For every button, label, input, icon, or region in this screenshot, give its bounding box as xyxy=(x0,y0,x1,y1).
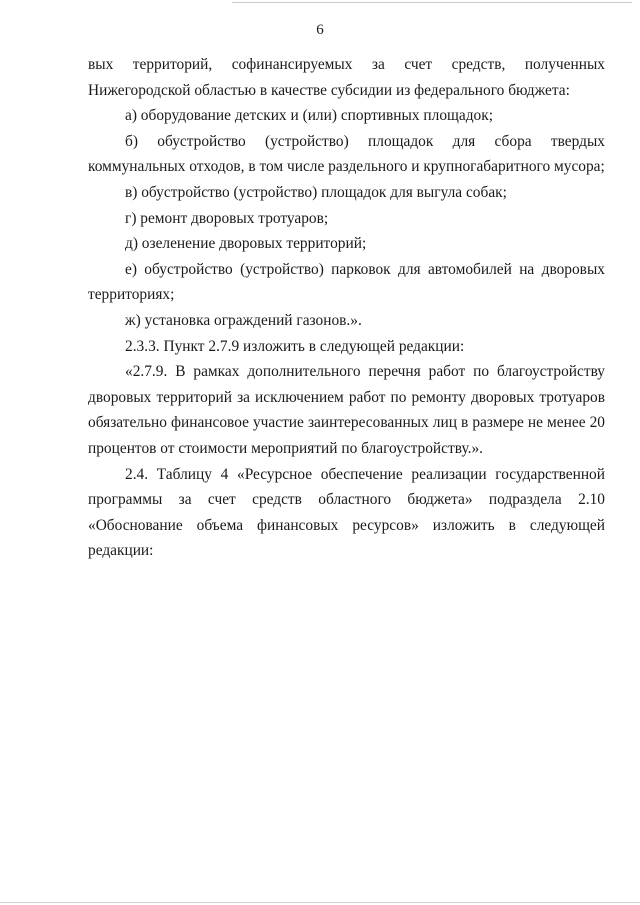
clause-2-7-9-text: «2.7.9. В рамках дополнительного перечня работ по благоустройству дворовых территорий за исключением работ по ремонту дворовых тротуаров обязательно финансовое участие заинтересованных лиц в размере не менее 20 процентов от стоимости мероприятий по благоустройству.». xyxy=(88,363,605,457)
list-item-zh: ж) установка ограждений газонов.». xyxy=(125,311,362,329)
clause-2-4: 2.4. Таблицу 4 «Ресурсное обеспечение реализации государственной программы за счет средств областного бюджета» подраздела 2.10 «Обоснование объема финансовых ресурсов» изложить в следующей редакции: xyxy=(88,465,605,560)
document-body xyxy=(88,52,605,564)
list-item-b: б) обустройство (устройство) площадок для сбора твердых коммунальных отходов, в том числе раздельного и крупногабаритного мусора; xyxy=(88,132,605,176)
list-item-g: г) ремонт дворовых тротуаров; xyxy=(125,209,329,227)
clause-2-3-3: 2.3.3. Пункт 2.7.9 изложить в следующей редакции: xyxy=(125,337,465,355)
list-item-d: д) озеленение дворовых территорий; xyxy=(125,235,367,253)
page-number: 6 xyxy=(316,22,324,38)
list-item-e: е) обустройство (устройство) парковок для автомобилей на дворовых территориях; xyxy=(88,260,605,304)
scan-edge-top xyxy=(232,2,632,3)
list-item-v: в) обустройство (устройство) площадок для выгула собак; xyxy=(125,183,507,201)
paragraph-continuation: вых территорий, софинансируемых за счет средств, полученных Нижегородской областью в качестве субсидии из федерального бюджета: xyxy=(88,56,605,99)
list-item-a: а) оборудование детских и (или) спортивных площадок; xyxy=(125,107,493,125)
scan-edge-bottom xyxy=(0,902,640,903)
